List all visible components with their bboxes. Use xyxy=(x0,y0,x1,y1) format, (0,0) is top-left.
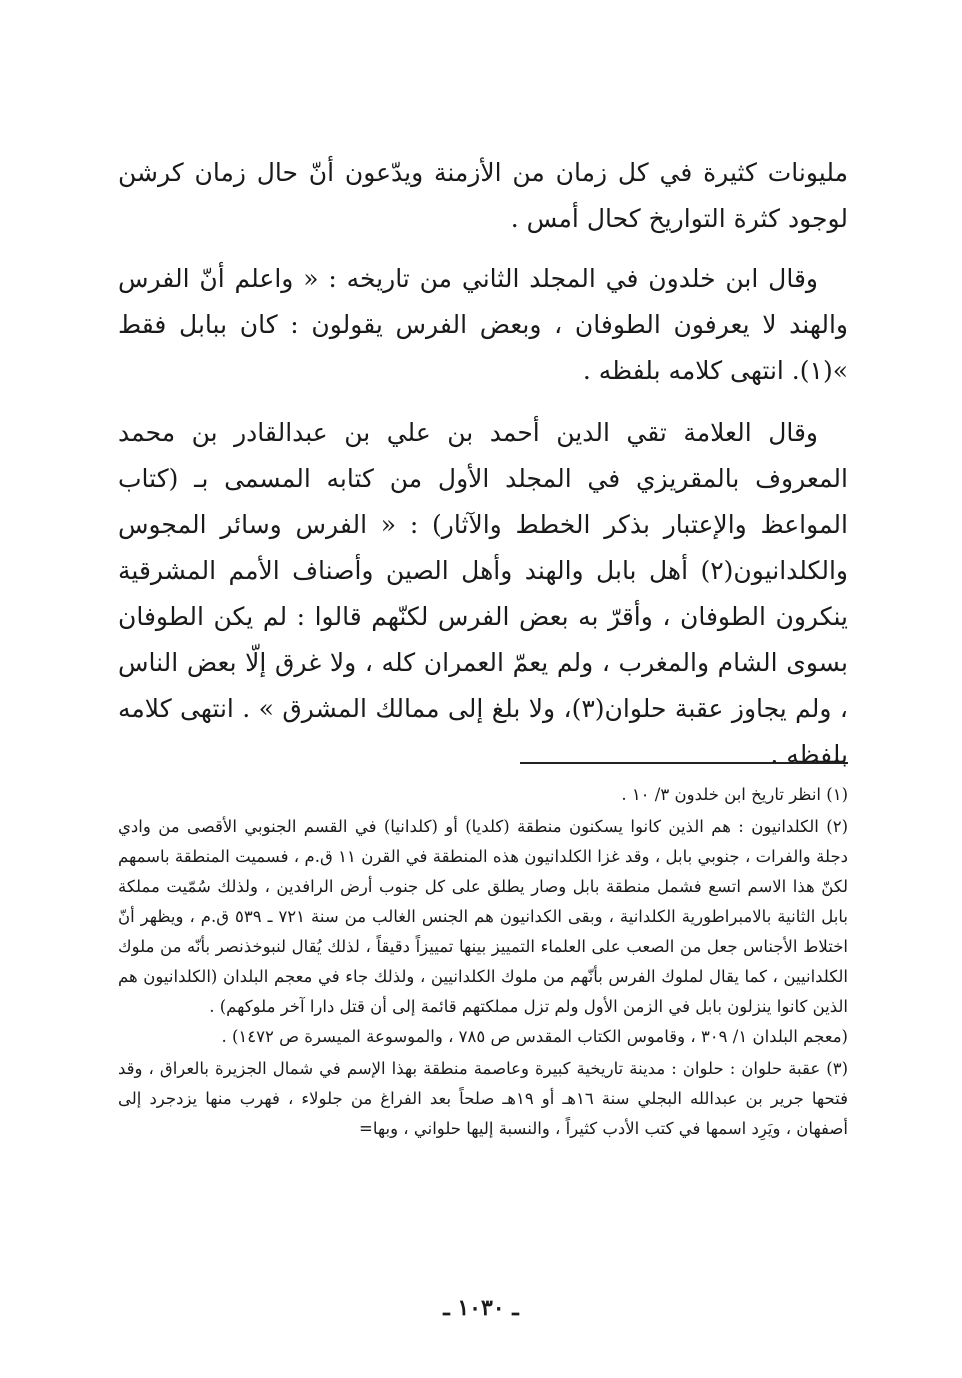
paragraph-1: مليونات كثيرة في كل زمان من الأزمنة ويدّعون أنّ حال زمان كرشن لوجود كثرة التواريخ كحال أمس . xyxy=(118,158,848,233)
page-number: ـ ١٠٣٠ ـ xyxy=(443,1295,519,1321)
paragraph-2: وقال ابن خلدون في المجلد الثاني من تاريخه : « واعلم أنّ الفرس والهند لا يعرفون الطوفان ، وبعض الفرس يقولون : كان ببابل فقط »(١). انتهى كلامه بلفظه . xyxy=(118,264,848,385)
footnote-2-references: (معجم البلدان ١/ ٣٠٩ ، وقاموس الكتاب المقدس ص ٧٨٥ ، والموسوعة الميسرة ص ١٤٧٢) . xyxy=(221,1027,848,1046)
footnote-3: (٣) عقبة حلوان : حلوان : مدينة تاريخية كبيرة وعاصمة منطقة بهذا الإسم في شمال الجزيرة بالعراق ، وقد فتحها جرير بن عبدالله البجلي سنة ١٦هـ أو ١٩هـ صلحاً بعد الفراغ من جلولاء ، فهرب منها يزدجرد إلى أصفهان ، ويَرِد اسمها في كتب الأدب كثيراً ، والنسبة إليها حلواني ، وبها= xyxy=(118,1059,849,1138)
paragraph-3: وقال العلامة تقي الدين أحمد بن علي بن عبدالقادر بن محمد المعروف بالمقريزي في المجلد الأول من كتابه المسمى بـ (كتاب المواعظ والإعتبار بذكر الخطط والآثار) : « الفرس وسائر المجوس والكلدانيون(٢) أهل بابل والهند وأهل الصين وأصناف الأمم المشرقية ينكرون الطوفان ، وأقرّ به بعض الفرس لكنّهم قالوا : لم يكن الطوفان بسوى الشام والمغرب ، ولم يعمّ العمران كله ، ولا غرق إلّا بعض الناس ، ولم يجاوز عقبة حلوان(٣)، ولا بلغ إلى ممالك المشرق » . انتهى كلامه بلفظه . xyxy=(118,418,848,769)
footnotes xyxy=(118,780,848,1146)
footnote-separator xyxy=(520,762,848,764)
main-text xyxy=(118,150,848,778)
footnote-2: (٢) الكلدانيون : هم الذين كانوا يسكنون منطقة (كلديا) أو (كلدانيا) في القسم الجنوبي الأقصى من وادي دجلة والفرات ، جنوبي بابل ، وقد غزا الكلدانيون هذه المنطقة في القرن ١١ ق.م ، فسميت المنطقة باسمهم لكنّ هذا الاسم اتسع فشمل منطقة بابل وصار يطلق على كل جنوب أرض الرافدين ، ولذلك سُمّيت مملكة بابل الثانية بالامبراطورية الكلدانية ، وبقى الكدانيون هم الجنس الغالب من سنة ٧٢١ ـ ٥٣٩ ق.م ، ويظهر أنّ اختلاط الأجناس جعل من الصعب على العلماء التمييز بينها تمييزاً دقيقاً ، لذلك يُقال لنبوخذنصر بأنّه من ملوك الكلدانيين ، كما يقال لملوك الفرس بأنّهم من ملوك الكلدانيين ، ولذلك جاء في معجم البلدان (الكلدانيون هم الذين كانوا ينزلون بابل في الزمن الأول ولم تزل مملكتهم قائمة إلى أن قتل دارا آخر ملوكهم) . xyxy=(118,817,849,1016)
footnote-1: (١) انظر تاريخ ابن خلدون ٣/ ١٠ . xyxy=(621,785,848,804)
